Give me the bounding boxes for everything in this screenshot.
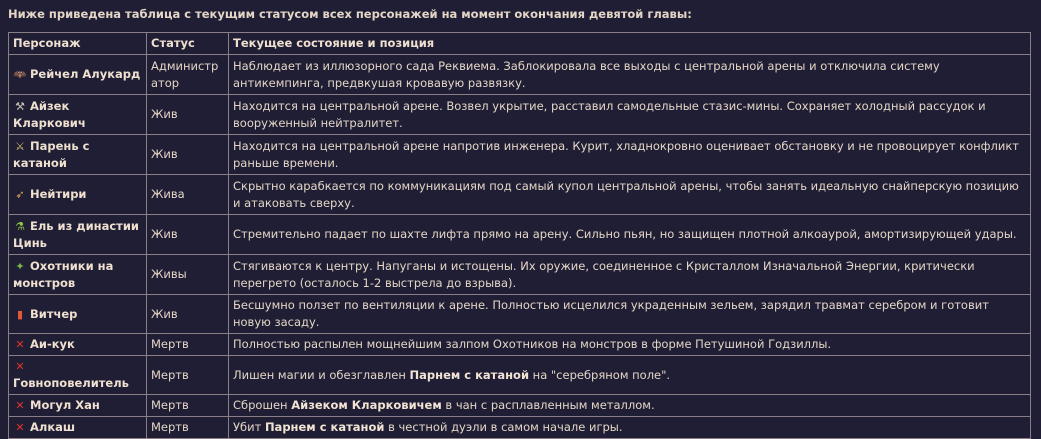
column-header-status: Статус [147, 33, 229, 55]
character-position [229, 95, 1031, 135]
character-name: Говноповелитель [13, 376, 129, 390]
cross-icon: ✕ [15, 360, 25, 373]
character-status: Администратор [147, 55, 229, 95]
character-name: Охотники на монстров [13, 258, 114, 290]
position-text: Стягиваются к центру. Напуганы и истощены. Их оружие, соединенное с Кристаллом Изначальной Энергии, критически перегрето (осталось 1-2 выстрела до взрыва). [233, 258, 975, 290]
character-status: Жив [147, 215, 229, 255]
character-name: Айзек Кларкович [13, 98, 86, 130]
character-position [229, 135, 1031, 175]
table-row [9, 417, 1031, 439]
character-position [229, 175, 1031, 215]
character-position [229, 55, 1031, 95]
position-text: Сброшен [233, 398, 292, 412]
cross-icon: ✕ [15, 399, 25, 412]
character-name-cell [9, 395, 147, 417]
character-name: Ель из династии Цинь [13, 218, 139, 250]
character-status: Мертв [147, 334, 229, 356]
character-position [229, 395, 1031, 417]
character-name-cell [9, 175, 147, 215]
character-name-cell [9, 334, 147, 356]
table-row [9, 356, 1031, 395]
character-position [229, 417, 1031, 439]
character-name: Витчер [30, 306, 78, 321]
character-status: Мертв [147, 417, 229, 439]
position-text: Скрытно карабкается по коммуникациям под самый купол центральной арены, чтобы занять идеальную снайперскую позицию и атаковать сверху. [233, 178, 1019, 210]
character-position [229, 215, 1031, 255]
position-text: в честной дуэли в самом начале игры. [384, 420, 623, 434]
character-name-cell [9, 55, 147, 95]
character-name: Парень с катаной [13, 138, 90, 170]
character-name-cell [9, 215, 147, 255]
column-header-position: Текущее состояние и позиция [229, 33, 1031, 55]
table-row [9, 215, 1031, 255]
table-row [9, 395, 1031, 417]
position-text: в чан с расплавленным металлом. [441, 398, 655, 412]
character-mention: Парнем с катаной [264, 420, 385, 434]
table-row [9, 255, 1031, 295]
gun-icon: ✦ [15, 259, 25, 273]
table-row [9, 175, 1031, 215]
character-name-cell [9, 255, 147, 295]
bow-icon: ➶ [15, 188, 25, 201]
admin-icon: 🦇 [13, 68, 27, 81]
column-header-character: Персонаж [9, 33, 147, 55]
position-text: Находится на центральной арене напротив инженера. Курит, хладнокровно оценивает обстановку и не провоцирует конфликт раньше времени. [233, 138, 1019, 170]
character-name-cell [9, 135, 147, 175]
position-text: Находится на центральной арене. Возвел укрытие, расставил самодельные стазис-мины. Сохраняет холодный рассудок и вооруженный нейтралитет. [233, 98, 986, 130]
bottle-icon: ⚗ [15, 219, 25, 233]
table-row [9, 55, 1031, 95]
table-row [9, 95, 1031, 135]
table-row [9, 135, 1031, 175]
character-position [229, 334, 1031, 356]
table-row [9, 334, 1031, 356]
position-text: Стремительно падает по шахте лифта прямо на арену. Сильно пьян, но защищен плотной алкоаурой, амортизирующей удары. [233, 227, 1017, 241]
katana-icon: ⚔ [15, 139, 25, 153]
position-text: Лишен магии и обезглавлен [233, 367, 410, 382]
character-status-table [8, 32, 1031, 439]
character-status: Мертв [147, 395, 229, 417]
book-icon: ▮ [16, 307, 24, 321]
character-name: Аи-кук [30, 337, 75, 351]
character-status: Мертв [147, 356, 229, 395]
character-mention: Айзеком Кларковичем [291, 398, 442, 412]
character-name-cell [9, 95, 147, 135]
intro-text: Ниже приведена таблица с текущим статусом всех персонажей на момент окончания девятой главы: [8, 7, 692, 21]
position-text: Полностью распылен мощнейшим залпом Охотников на монстров в форме Петушиной Годзиллы. [233, 337, 832, 351]
position-text: Наблюдает из иллюзорного сада Реквиема. Заблокировала все выходы с центральной арены и отключила систему антикемпинга, предвкушая кровавую развязку. [233, 58, 940, 90]
character-position [229, 356, 1031, 395]
position-text: Убит [233, 420, 265, 434]
character-status: Живы [147, 255, 229, 295]
character-name: Могул Хан [30, 398, 100, 412]
character-name-cell [9, 295, 147, 334]
character-status: Жива [147, 175, 229, 215]
table-row [9, 295, 1031, 334]
character-status: Жив [147, 135, 229, 175]
character-name: Алкаш [30, 420, 76, 434]
character-name-cell [9, 417, 147, 439]
character-status: Жив [147, 295, 229, 334]
position-text: Бесшумно ползет по вентиляции к арене. Полностью исцелился украденным зельем, зарядил травмат серебром и готовит новую засаду. [233, 298, 989, 329]
table-header-row [9, 33, 1031, 55]
character-name: Рейчел Алукард [30, 67, 141, 81]
character-position [229, 295, 1031, 334]
position-text: на "серебряном поле". [529, 367, 671, 382]
character-position [229, 255, 1031, 295]
character-name: Нейтири [30, 187, 87, 201]
tools-icon: ⚒ [15, 99, 25, 113]
character-name-cell [9, 356, 147, 395]
character-mention: Парнем с катаной [409, 367, 530, 382]
character-status: Жив [147, 95, 229, 135]
cross-icon: ✕ [15, 338, 25, 351]
cross-icon: ✕ [15, 421, 25, 434]
